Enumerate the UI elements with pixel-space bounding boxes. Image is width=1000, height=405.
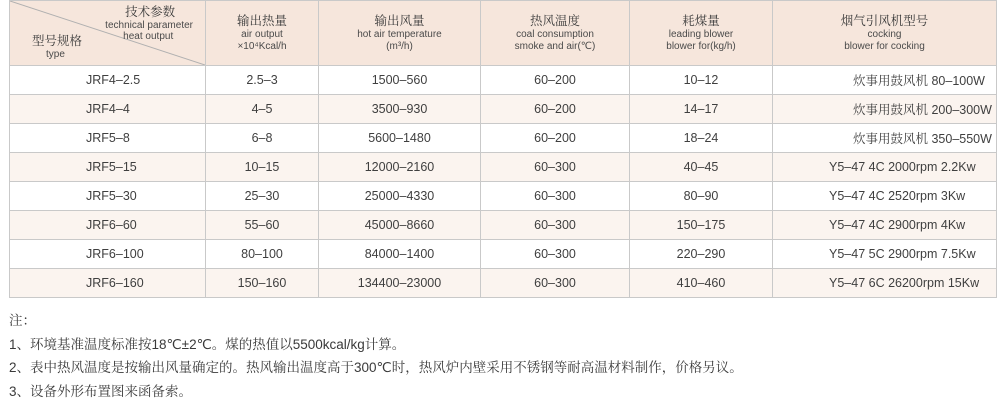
- cell-air-volume: 1500–560: [319, 66, 481, 95]
- corner-bottom-en: type: [46, 49, 65, 60]
- cell-coal-consumption: 80–90: [630, 182, 773, 211]
- cell-air-volume: 5600–1480: [319, 124, 481, 153]
- column-header-zh: 输出风量: [374, 13, 425, 28]
- corner-top-zh: 技术参数: [125, 5, 176, 19]
- cell-air-temperature: 60–300: [481, 211, 630, 240]
- cell-coal-consumption: 10–12: [630, 66, 773, 95]
- cell-coal-consumption: 18–24: [630, 124, 773, 153]
- cell-coal-consumption: 14–17: [630, 95, 773, 124]
- column-header-unit: blower for(kg/h): [666, 40, 736, 52]
- cell-heat-output: 10–15: [206, 153, 319, 182]
- column-header-unit: smoke and air(℃): [514, 40, 596, 52]
- column-header-en: leading blower: [668, 28, 734, 40]
- cell-air-temperature: 60–300: [481, 269, 630, 298]
- cell-air-volume: 12000–2160: [319, 153, 481, 182]
- column-header-zh: 烟气引风机型号: [840, 13, 929, 28]
- cell-air-temperature: 60–200: [481, 124, 630, 153]
- corner-top-en: technical parameter: [105, 20, 193, 31]
- notes-section: [9, 309, 743, 403]
- column-header-unit: ×10⁴Kcal/h: [237, 40, 287, 52]
- corner-bottom-zh: 型号规格: [32, 34, 83, 48]
- cell-coal-consumption: 410–460: [630, 269, 773, 298]
- cell-fan-model: Y5–47 6C 26200rpm 15Kw: [773, 269, 997, 298]
- column-header-heat-output: [206, 1, 319, 66]
- cell-type: JRF5–15: [10, 153, 206, 182]
- table-row: [10, 95, 997, 124]
- cell-type: JRF6–60: [10, 211, 206, 240]
- table-row: [10, 124, 997, 153]
- cell-type: JRF5–30: [10, 182, 206, 211]
- column-header-fan-model: [773, 1, 997, 66]
- column-header-unit: blower for cocking: [844, 40, 925, 52]
- table-row: [10, 66, 997, 95]
- corner-top-en2: heat output: [123, 31, 174, 42]
- cell-air-volume: 134400–23000: [319, 269, 481, 298]
- table-row: [10, 269, 997, 298]
- corner-top-label: [105, 5, 193, 42]
- cell-air-volume: 25000–4330: [319, 182, 481, 211]
- cell-type: JRF4–4: [10, 95, 206, 124]
- header-row: [10, 1, 997, 66]
- cell-heat-output: 2.5–3: [206, 66, 319, 95]
- cell-coal-consumption: 40–45: [630, 153, 773, 182]
- column-header-en: coal consumption: [516, 28, 594, 40]
- cell-heat-output: 55–60: [206, 211, 319, 240]
- column-header-coal-consumption: [630, 1, 773, 66]
- column-header-en: hot air temperature: [357, 28, 442, 40]
- cell-air-volume: 45000–8660: [319, 211, 481, 240]
- table-row: [10, 182, 997, 211]
- cell-fan-model: Y5–47 5C 2900rpm 7.5Kw: [773, 240, 997, 269]
- column-header-zh: 热风温度: [529, 13, 580, 28]
- cell-coal-consumption: 220–290: [630, 240, 773, 269]
- cell-heat-output: 6–8: [206, 124, 319, 153]
- cell-air-temperature: 60–300: [481, 240, 630, 269]
- cell-type: JRF4–2.5: [10, 66, 206, 95]
- corner-bottom-label: [32, 34, 82, 60]
- notes-heading: 注：: [9, 313, 36, 328]
- column-header-unit: (m³/h): [386, 40, 413, 52]
- note-item: 1、环境基准温度标准按18℃±2℃。煤的热值以5500kcal/kg计算。: [9, 336, 406, 352]
- column-header-en: air output: [241, 28, 283, 40]
- table-row: [10, 211, 997, 240]
- cell-fan-model: 炊事用鼓风机 80–100W: [773, 66, 997, 95]
- cell-fan-model: 炊事用鼓风机 350–550W: [773, 124, 997, 153]
- cell-air-volume: 3500–930: [319, 95, 481, 124]
- column-header-air-temperature: [481, 1, 630, 66]
- cell-air-temperature: 60–300: [481, 153, 630, 182]
- cell-air-temperature: 60–200: [481, 95, 630, 124]
- column-header-zh: 输出热量: [236, 13, 287, 28]
- note-item: 2、表中热风温度是按输出风量确定的。热风输出温度高于300℃时，热风炉内壁采用不锈钢等耐高温材料制作，价格另议。: [9, 360, 743, 375]
- cell-type: JRF5–8: [10, 124, 206, 153]
- cell-type: JRF6–100: [10, 240, 206, 269]
- cell-fan-model: 炊事用鼓风机 200–300W: [773, 95, 997, 124]
- cell-coal-consumption: 150–175: [630, 211, 773, 240]
- cell-air-temperature: 60–200: [481, 66, 630, 95]
- cell-fan-model: Y5–47 4C 2000rpm 2.2Kw: [773, 153, 997, 182]
- cell-air-volume: 84000–1400: [319, 240, 481, 269]
- cell-heat-output: 80–100: [206, 240, 319, 269]
- table-row: [10, 153, 997, 182]
- cell-air-temperature: 60–300: [481, 182, 630, 211]
- cell-fan-model: Y5–47 4C 2900rpm 4Kw: [773, 211, 997, 240]
- table-row: [10, 240, 997, 269]
- column-header-zh: 耗煤量: [682, 13, 720, 28]
- corner-header-cell: [10, 1, 206, 66]
- cell-heat-output: 150–160: [206, 269, 319, 298]
- column-header-en: cocking: [867, 28, 902, 40]
- cell-heat-output: 25–30: [206, 182, 319, 211]
- column-header-air-volume: [319, 1, 481, 66]
- note-item: 3、设备外形布置图来函备索。: [9, 383, 193, 399]
- spec-table: [9, 0, 997, 298]
- cell-heat-output: 4–5: [206, 95, 319, 124]
- cell-fan-model: Y5–47 4C 2520rpm 3Kw: [773, 182, 997, 211]
- cell-type: JRF6–160: [10, 269, 206, 298]
